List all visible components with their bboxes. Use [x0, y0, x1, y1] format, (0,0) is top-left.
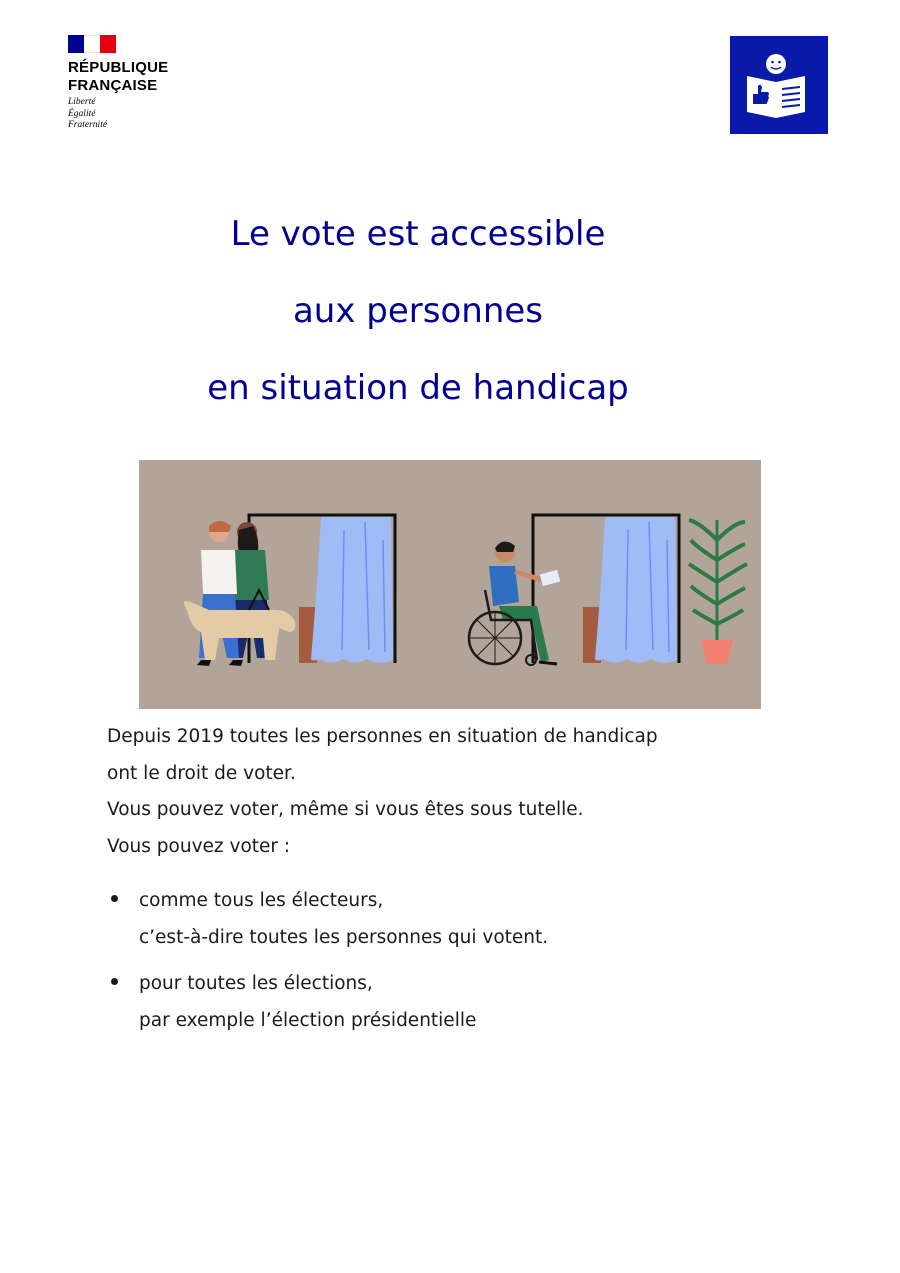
- republic-name-line1: RÉPUBLIQUE: [68, 59, 169, 76]
- paragraph-2: ont le droit de voter.: [107, 762, 296, 784]
- title-line-3: en situation de handicap: [207, 368, 629, 408]
- paragraph-4: Vous pouvez voter :: [107, 835, 291, 857]
- bullet-1-line-2: c’est-à-dire toutes les personnes qui votent.: [139, 927, 549, 948]
- title-line-2: aux personnes: [292, 291, 544, 331]
- bullet-dot-icon: [111, 978, 118, 985]
- motto-liberte: Liberté: [68, 97, 96, 107]
- republic-name-line2: FRANÇAISE: [68, 77, 158, 94]
- motto-fraternite: Fraternité: [68, 120, 108, 130]
- motto: [68, 97, 198, 132]
- title-line-1: Le vote est accessible: [230, 214, 606, 254]
- falc-reading-person-icon: [730, 36, 828, 134]
- bullet-2-line-1: pour toutes les élections,: [139, 973, 373, 994]
- polling-booth-illustration: [139, 460, 761, 709]
- body-paragraphs: [107, 720, 807, 866]
- page-title: [0, 205, 836, 436]
- list-item: [107, 965, 807, 1039]
- marianne-flag-icon: [68, 35, 116, 53]
- bullet-2-line-2: par exemple l’élection présidentielle: [139, 1010, 477, 1031]
- republique-francaise-logo: [68, 35, 198, 132]
- bullet-1-line-1: comme tous les électeurs,: [139, 890, 384, 911]
- list-item: [107, 882, 807, 956]
- bullet-list: [107, 882, 807, 1048]
- motto-egalite: Égalité: [68, 108, 96, 119]
- paragraph-1: Depuis 2019 toutes les personnes en situation de handicap: [107, 726, 658, 747]
- paragraph-3: Vous pouvez voter, même si vous êtes sous tutelle.: [107, 799, 584, 820]
- bullet-dot-icon: [111, 895, 118, 902]
